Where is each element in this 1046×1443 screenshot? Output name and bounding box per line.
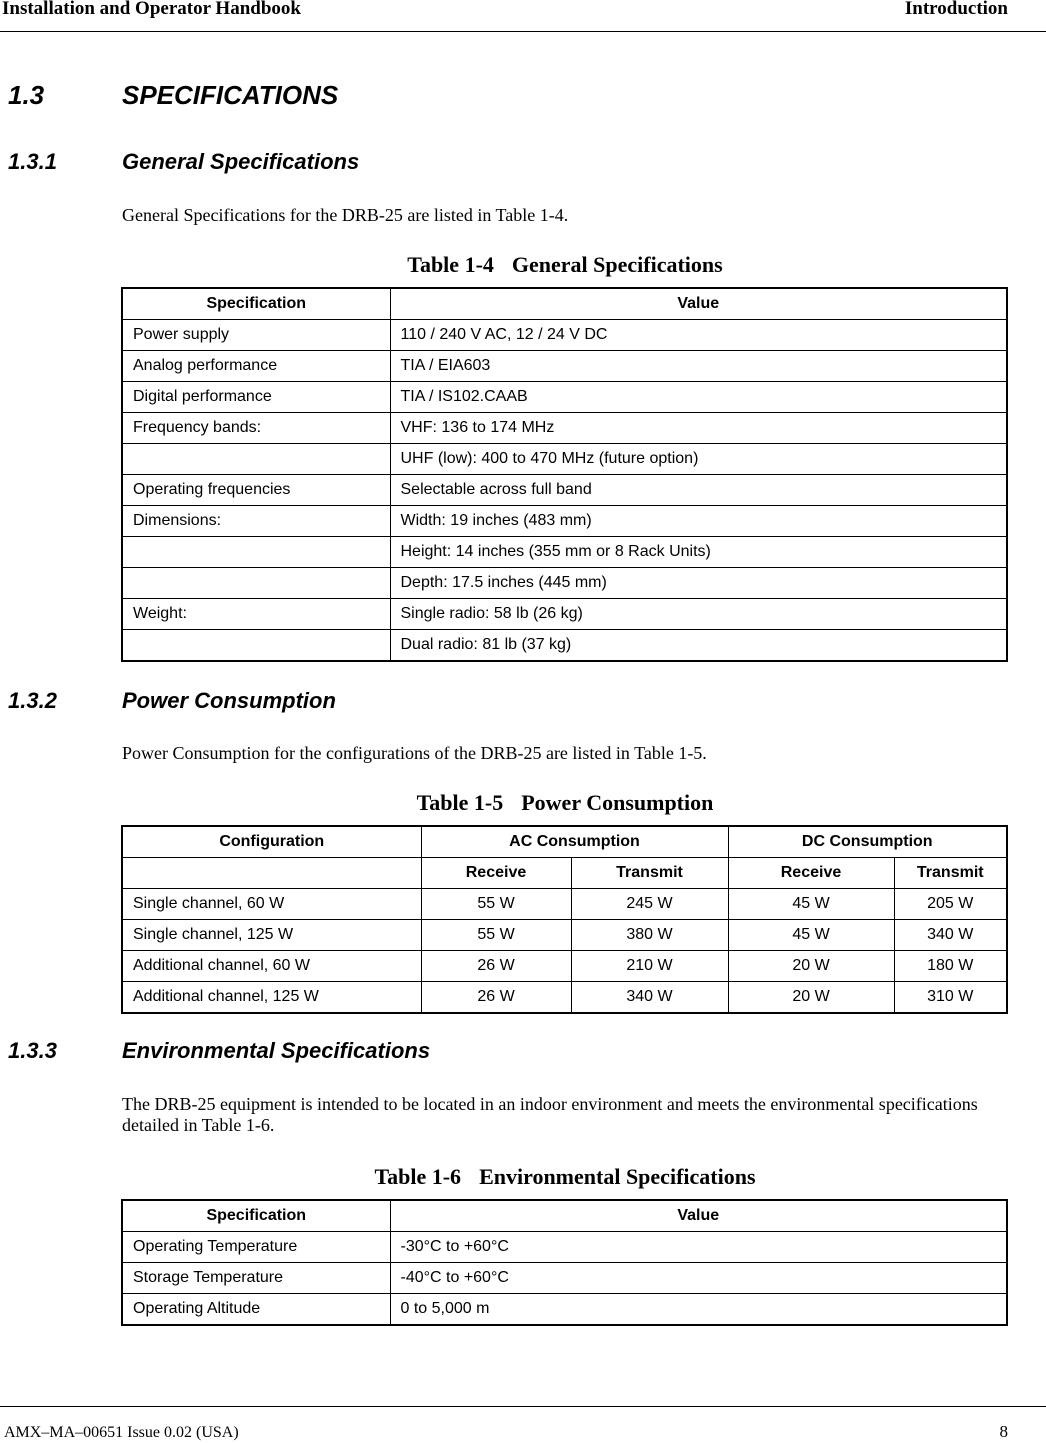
- cell-ac-receive: 55 W: [421, 920, 571, 951]
- cell-value: Width: 19 inches (483 mm): [390, 506, 1007, 537]
- page-number: 8: [999, 1422, 1008, 1441]
- table-header-row: [122, 1200, 1007, 1232]
- cell-ac-transmit: 245 W: [571, 889, 728, 920]
- section-title: SPECIFICATIONS: [122, 80, 339, 110]
- cell-value: VHF: 136 to 174 MHz: [390, 413, 1007, 444]
- general-spec-table: [121, 287, 1008, 662]
- table-row: [122, 889, 1007, 920]
- table-row: [122, 1294, 1007, 1326]
- cell-ac-transmit: 380 W: [571, 920, 728, 951]
- general-heading: [8, 149, 359, 175]
- column-header-value: Value: [390, 288, 1007, 320]
- cell-specification: Frequency bands:: [122, 413, 390, 444]
- cell-specification: Power supply: [122, 320, 390, 351]
- power-table-caption: [122, 790, 1008, 816]
- cell-configuration: Additional channel, 125 W: [122, 982, 421, 1014]
- cell-dc-receive: 20 W: [728, 982, 894, 1014]
- cell-dc-transmit: 205 W: [894, 889, 1007, 920]
- cell-specification: [122, 444, 390, 475]
- table-row: [122, 1263, 1007, 1294]
- column-header-configuration: Configuration: [122, 826, 421, 858]
- environmental-table: [121, 1199, 1008, 1326]
- power-table: [121, 825, 1008, 1014]
- column-header-dc: DC Consumption: [728, 826, 1007, 858]
- cell-dc-receive: 45 W: [728, 920, 894, 951]
- environmental-caption-number: Table 1-6: [374, 1164, 462, 1189]
- subheader-empty: [122, 858, 421, 889]
- cell-value: -40°C to +60°C: [390, 1263, 1007, 1294]
- cell-specification: [122, 630, 390, 662]
- cell-value: 110 / 240 V AC, 12 / 24 V DC: [390, 320, 1007, 351]
- table-row: [122, 599, 1007, 630]
- general-caption-number: Table 1-4: [407, 252, 494, 277]
- table-row: [122, 951, 1007, 982]
- power-number: 1.3.2: [8, 688, 57, 713]
- cell-value: UHF (low): 400 to 470 MHz (future option): [390, 444, 1007, 475]
- cell-value: Depth: 17.5 inches (445 mm): [390, 568, 1007, 599]
- cell-specification: Operating Temperature: [122, 1232, 390, 1263]
- general-caption-title: General Specifications: [511, 252, 723, 277]
- table-header-row: [122, 826, 1007, 858]
- cell-dc-transmit: 310 W: [894, 982, 1007, 1014]
- table-row: [122, 630, 1007, 662]
- cell-ac-receive: 26 W: [421, 982, 571, 1014]
- environmental-title: Environmental Specifications: [122, 1038, 431, 1063]
- table-row: [122, 568, 1007, 599]
- cell-value: Selectable across full band: [390, 475, 1007, 506]
- power-caption-number: Table 1-5: [416, 790, 504, 815]
- table-row: [122, 506, 1007, 537]
- cell-dc-transmit: 340 W: [894, 920, 1007, 951]
- table-row: [122, 920, 1007, 951]
- environmental-table-caption: [122, 1164, 1008, 1190]
- cell-specification: Digital performance: [122, 382, 390, 413]
- table-row: [122, 537, 1007, 568]
- cell-specification: Storage Temperature: [122, 1263, 390, 1294]
- footer-document-id: AMX–MA–00651 Issue 0.02 (USA): [4, 1424, 239, 1441]
- power-title: Power Consumption: [122, 688, 336, 713]
- power-intro: Power Consumption for the configurations of the DRB-25 are listed in Table 1-5.: [122, 743, 707, 763]
- cell-ac-receive: 55 W: [421, 889, 571, 920]
- cell-value: TIA / EIA603: [390, 351, 1007, 382]
- cell-specification: [122, 568, 390, 599]
- section-number: 1.3: [8, 80, 45, 110]
- cell-specification: [122, 537, 390, 568]
- general-table-caption: [122, 252, 1008, 278]
- cell-value: Single radio: 58 lb (26 kg): [390, 599, 1007, 630]
- table-row: [122, 320, 1007, 351]
- cell-specification: Weight:: [122, 599, 390, 630]
- table-row: [122, 1232, 1007, 1263]
- header-title: Installation and Operator Handbook: [2, 0, 301, 19]
- footer-rule: [0, 1406, 1046, 1407]
- cell-value: -30°C to +60°C: [390, 1232, 1007, 1263]
- column-header-spec: Specification: [122, 288, 390, 320]
- general-title: General Specifications: [122, 149, 360, 174]
- cell-dc-transmit: 180 W: [894, 951, 1007, 982]
- environmental-number: 1.3.3: [8, 1038, 57, 1063]
- cell-value: TIA / IS102.CAAB: [390, 382, 1007, 413]
- table-row: [122, 982, 1007, 1014]
- column-header-spec: Specification: [122, 1200, 390, 1232]
- cell-dc-receive: 45 W: [728, 889, 894, 920]
- table-header-row: [122, 288, 1007, 320]
- cell-configuration: Single channel, 125 W: [122, 920, 421, 951]
- power-heading: [8, 688, 336, 714]
- table-row: [122, 475, 1007, 506]
- subheader-dc-transmit: Transmit: [894, 858, 1007, 889]
- header-rule: [0, 31, 1046, 32]
- cell-ac-receive: 26 W: [421, 951, 571, 982]
- column-header-value: Value: [390, 1200, 1007, 1232]
- header-section: Introduction: [904, 0, 1008, 19]
- cell-specification: Operating Altitude: [122, 1294, 390, 1326]
- cell-configuration: Additional channel, 60 W: [122, 951, 421, 982]
- cell-value: Dual radio: 81 lb (37 kg): [390, 630, 1007, 662]
- cell-dc-receive: 20 W: [728, 951, 894, 982]
- environmental-intro: The DRB-25 equipment is intended to be located in an indoor environment and meets the environmental specifications detailed in Table 1-6.: [122, 1094, 978, 1135]
- table-row: [122, 413, 1007, 444]
- cell-ac-transmit: 210 W: [571, 951, 728, 982]
- environmental-heading: [8, 1038, 430, 1064]
- subheader-dc-receive: Receive: [728, 858, 894, 889]
- cell-specification: Operating frequencies: [122, 475, 390, 506]
- cell-value: Height: 14 inches (355 mm or 8 Rack Units): [390, 537, 1007, 568]
- environmental-caption-title: Environmental Specifications: [479, 1164, 756, 1189]
- cell-value: 0 to 5,000 m: [390, 1294, 1007, 1326]
- cell-specification: Dimensions:: [122, 506, 390, 537]
- section-heading: [8, 80, 338, 111]
- table-row: [122, 382, 1007, 413]
- general-number: 1.3.1: [8, 149, 57, 174]
- table-subheader-row: [122, 858, 1007, 889]
- subheader-ac-transmit: Transmit: [571, 858, 728, 889]
- table-row: [122, 351, 1007, 382]
- cell-configuration: Single channel, 60 W: [122, 889, 421, 920]
- column-header-ac: AC Consumption: [421, 826, 728, 858]
- power-caption-title: Power Consumption: [521, 790, 714, 815]
- cell-ac-transmit: 340 W: [571, 982, 728, 1014]
- cell-specification: Analog performance: [122, 351, 390, 382]
- subheader-ac-receive: Receive: [421, 858, 571, 889]
- table-row: [122, 444, 1007, 475]
- general-intro: General Specifications for the DRB-25 are listed in Table 1-4.: [122, 205, 569, 225]
